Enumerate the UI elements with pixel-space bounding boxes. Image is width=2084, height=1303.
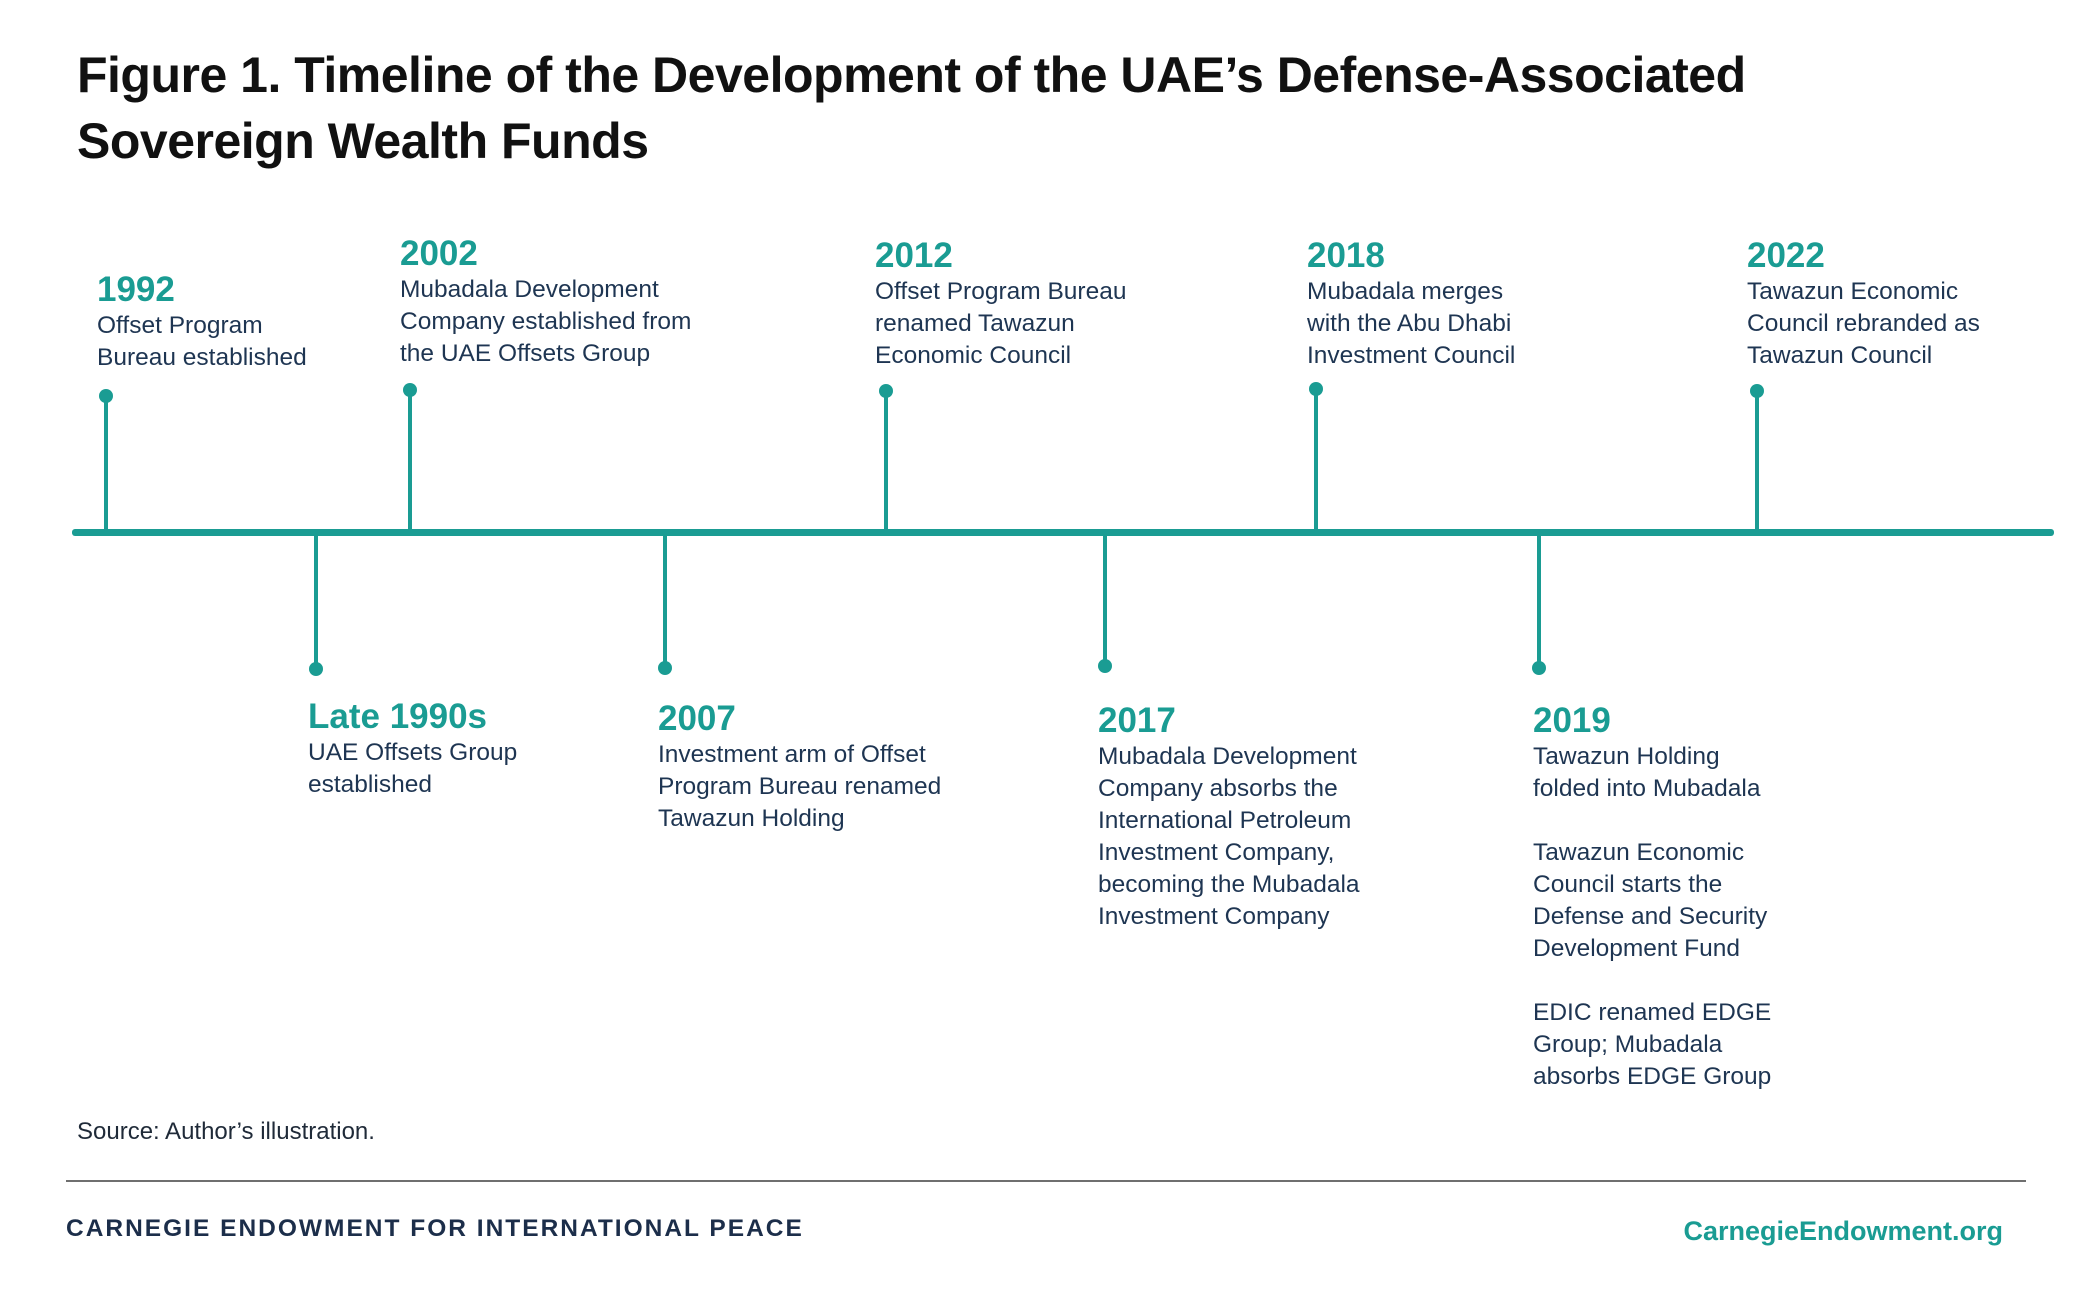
marker-dot-2007 xyxy=(658,661,672,675)
event-description: Tawazun Holding folded into Mubadala xyxy=(1533,743,1761,802)
event-year: 2018 xyxy=(1307,236,1385,275)
event-year: 2022 xyxy=(1747,236,1825,275)
event-1992 xyxy=(97,270,307,374)
event-description: Tawazun Economic Council rebranded as Tawazun Council xyxy=(1747,278,1980,369)
event-2007 xyxy=(658,699,941,835)
event-2002 xyxy=(400,234,691,370)
event-year: 2012 xyxy=(875,236,953,275)
stem-2007 xyxy=(663,532,667,668)
event-description: EDIC renamed EDGE Group; Mubadala absorbs EDGE Group xyxy=(1533,999,1772,1090)
marker-dot-2022 xyxy=(1750,384,1764,398)
event-year: Late 1990s xyxy=(308,697,488,736)
marker-dot-late-1990s xyxy=(309,662,323,676)
marker-dot-1992 xyxy=(99,389,113,403)
website-link[interactable]: CarnegieEndowment.org xyxy=(1683,1216,2003,1246)
event-year: 2002 xyxy=(400,234,478,273)
event-description: Offset Program Bureau renamed Tawazun Economic Council xyxy=(875,278,1127,369)
source-note: Source: Author’s illustration. xyxy=(77,1118,375,1145)
marker-dot-2017 xyxy=(1098,659,1112,673)
event-description: UAE Offsets Group established xyxy=(308,739,518,798)
event-description: Mubadala Development Company established from the UAE Offsets Group xyxy=(400,276,692,367)
marker-dot-2019 xyxy=(1532,661,1546,675)
stem-2012 xyxy=(884,391,888,532)
figure-title xyxy=(77,42,1977,174)
event-description: Investment arm of Offset Program Bureau renamed Tawazun Holding xyxy=(658,741,942,832)
stem-2002 xyxy=(408,390,412,532)
figure-title-line-1: Figure 1. Timeline of the Development of the UAE’s Defense-Associated xyxy=(77,47,1746,103)
stem-2022 xyxy=(1755,391,1759,532)
marker-dot-2012 xyxy=(879,384,893,398)
event-late-1990s xyxy=(308,697,517,801)
event-year: 1992 xyxy=(97,270,175,309)
event-2012 xyxy=(875,236,1126,372)
organization-name: CARNEGIE ENDOWMENT FOR INTERNATIONAL PEACE xyxy=(66,1215,804,1242)
event-2019 xyxy=(1533,701,1771,1093)
event-year: 2017 xyxy=(1098,701,1176,740)
event-description: Mubadala merges with the Abu Dhabi Investment Council xyxy=(1307,278,1516,369)
event-year: 2007 xyxy=(658,699,736,738)
event-description: Mubadala Development Company absorbs the International Petroleum Investment Company, becoming the Mubadala Investment Company xyxy=(1098,743,1360,930)
stem-2019 xyxy=(1537,532,1541,668)
event-2018 xyxy=(1307,236,1515,372)
stem-late-1990s xyxy=(314,532,318,669)
event-year: 2019 xyxy=(1533,701,1611,740)
marker-dot-2002 xyxy=(403,383,417,397)
stem-1992 xyxy=(104,396,108,532)
stem-2018 xyxy=(1314,389,1318,532)
stem-2017 xyxy=(1103,532,1107,666)
event-description: Tawazun Economic Council starts the Defense and Security Development Fund xyxy=(1533,839,1768,962)
event-2022 xyxy=(1747,236,1980,372)
marker-dot-2018 xyxy=(1309,382,1323,396)
footer-divider xyxy=(66,1180,2026,1182)
figure-title-line-2: Sovereign Wealth Funds xyxy=(77,113,649,169)
event-2017 xyxy=(1098,701,1360,933)
event-description: Offset Program Bureau established xyxy=(97,312,307,371)
